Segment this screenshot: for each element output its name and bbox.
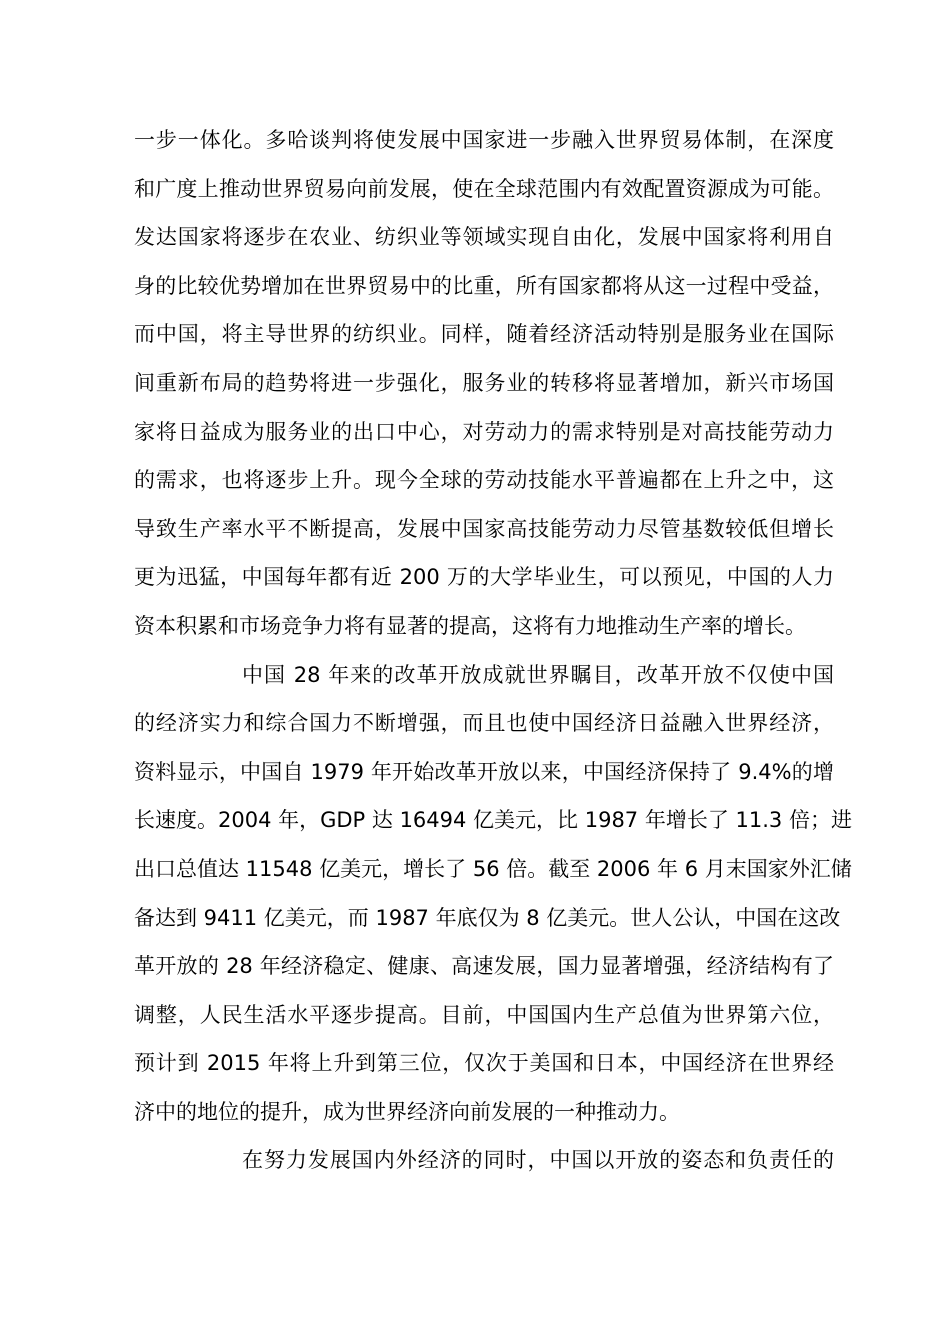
text-line: 一步一体化。多哈谈判将使发展中国家进一步融入世界贸易体制，在深度 xyxy=(134,128,834,152)
text-line: 而中国，将主导世界的纺织业。同样，随着经济活动特别是服务业在国际 xyxy=(134,322,834,347)
text-line: 长速度。2004 年，GDP 达 16494 亿美元，比 1987 年增长了 11.3 倍；进 xyxy=(134,808,852,833)
text-line: 出口总值达 11548 亿美元，增长了 56 倍。截至 2006 年 6 月末国家外汇储 xyxy=(134,856,852,881)
text-line: 中国 28 年来的改革开放成就世界瞩目，改革开放不仅使中国 xyxy=(242,662,834,687)
text-line: 在努力发展国内外经济的同时，中国以开放的姿态和负责任的 xyxy=(242,1148,834,1173)
text-line: 预计到 2015 年将上升到第三位，仅次于美国和日本，中国经济在世界经 xyxy=(134,1051,834,1076)
paragraph-1 xyxy=(134,116,834,651)
text-line: 资本积累和市场竞争力将有显著的提高，这将有力地推动生产率的增长。 xyxy=(134,613,806,638)
text-line: 和广度上推动世界贸易向前发展，使在全球范围内有效配置资源成为可能。 xyxy=(134,176,834,201)
text-line: 身的比较优势增加在世界贸易中的比重，所有国家都将从这一过程中受益， xyxy=(134,273,834,298)
text-line: 资料显示，中国自 1979 年开始改革开放以来，中国经济保持了 9.4%的增 xyxy=(134,759,834,784)
text-line: 导致生产率水平不断提高，发展中国家高技能劳动力尽管基数较低但增长 xyxy=(134,516,834,541)
text-line: 的需求，也将逐步上升。现今全球的劳动技能水平普遍都在上升之中，这 xyxy=(134,468,834,493)
text-line: 家将日益成为服务业的出口中心，对劳动力的需求特别是对高技能劳动力 xyxy=(134,419,834,444)
paragraph-2 xyxy=(134,651,852,1137)
text-line: 备达到 9411 亿美元，而 1987 年底仅为 8 亿美元。世人公认，中国在这改 xyxy=(134,905,841,930)
paragraph-3 xyxy=(134,1136,834,1185)
body-text xyxy=(134,116,852,1185)
text-line: 革开放的 28 年经济稳定、健康、高速发展，国力显著增强，经济结构有了 xyxy=(134,954,834,979)
text-line: 的经济实力和综合国力不断增强，而且也使中国经济日益融入世界经济， xyxy=(134,711,834,736)
text-line: 更为迅猛，中国每年都有近 200 万的大学毕业生，可以预见，中国的人力 xyxy=(134,565,834,590)
text-line: 间重新布局的趋势将进一步强化，服务业的转移将显著增加，新兴市场国 xyxy=(134,370,834,395)
text-line: 发达国家将逐步在农业、纺织业等领域实现自由化，发展中国家将利用自 xyxy=(134,225,834,250)
text-line: 济中的地位的提升，成为世界经济向前发展的一种推动力。 xyxy=(134,1099,680,1124)
text-line: 调整，人民生活水平逐步提高。目前，中国国内生产总值为世界第六位， xyxy=(134,1002,834,1027)
